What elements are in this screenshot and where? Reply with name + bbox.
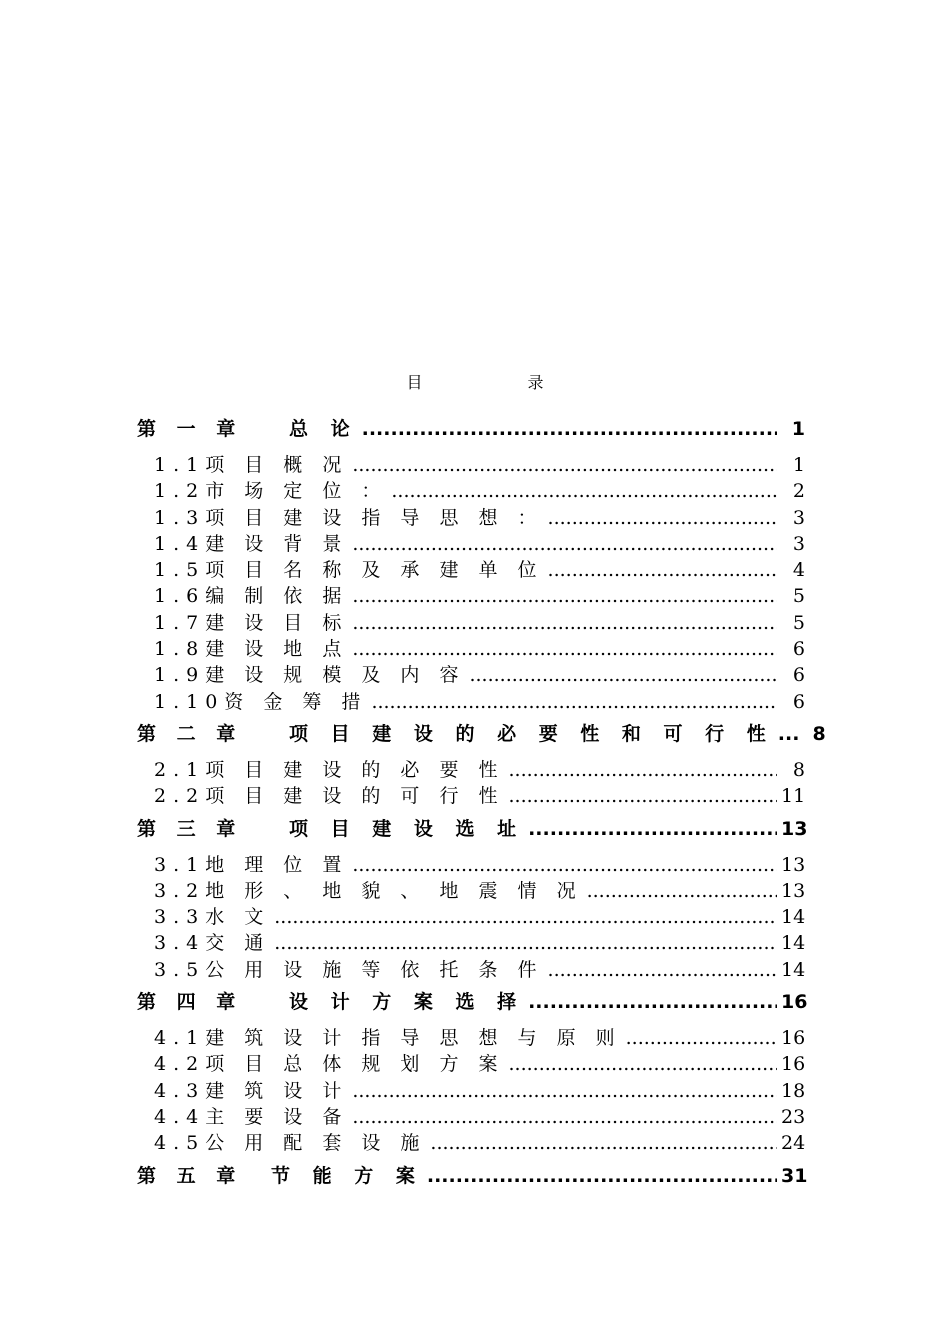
- page-number: 1: [791, 418, 805, 440]
- dot-leader: [352, 1106, 777, 1128]
- dot-leader: [352, 533, 777, 555]
- section-title: 4.3建 筑 设 计: [154, 1079, 349, 1102]
- page-number: 4: [792, 559, 805, 582]
- dot-leader: [352, 1080, 777, 1102]
- page-number: 1: [792, 454, 805, 476]
- toc-section-3-5[interactable]: [137, 955, 805, 981]
- toc-section-4-1[interactable]: [137, 1023, 805, 1049]
- page-number: 16: [781, 1027, 806, 1050]
- page-number: 23: [781, 1105, 806, 1128]
- section-title: 1.3项 目 建 设 指 导 思 想 ：: [154, 506, 544, 529]
- page-number: 8: [792, 758, 805, 781]
- toc-section-3-1[interactable]: [137, 850, 805, 876]
- section-title: 4.5公 用 配 套 设 施: [154, 1132, 427, 1155]
- dot-leader: [362, 418, 777, 440]
- table-of-contents: [137, 408, 826, 1197]
- page-number: 16: [781, 1053, 806, 1076]
- toc-section-1-9[interactable]: [137, 660, 805, 686]
- section-title: 2.1项 目 建 设 的 必 要 性: [154, 758, 505, 781]
- toc-section-1-2[interactable]: [137, 476, 805, 502]
- chapter-label: 第 一 章: [137, 418, 243, 440]
- section-title: 1.9建 设 规 模 及 内 容: [154, 664, 466, 687]
- page-number: 3: [792, 532, 805, 555]
- section-title: 3.5公 用 设 施 等 依 托 条 件: [154, 958, 544, 981]
- toc-section-4-5[interactable]: [137, 1128, 805, 1154]
- page-number: 13: [781, 817, 808, 840]
- dot-leader: [528, 818, 777, 840]
- dot-leader: [509, 1053, 778, 1075]
- toc-section-4-2[interactable]: [137, 1049, 805, 1075]
- toc-section-1-5[interactable]: [137, 555, 805, 581]
- section-title: 1.2市 场 定 位 ：: [154, 480, 388, 503]
- toc-section-1-7[interactable]: [137, 608, 805, 634]
- dot-leader: [509, 759, 778, 781]
- dot-leader: [371, 691, 777, 713]
- dot-leader: [548, 559, 777, 581]
- section-title: 1.6编 制 依 据: [154, 585, 349, 608]
- chapter-label: 第 二 章: [137, 722, 243, 745]
- page-number: 8: [812, 722, 826, 745]
- dot-leader: [352, 585, 777, 607]
- page-number: 5: [792, 611, 805, 634]
- page-number: 6: [792, 638, 805, 661]
- dot-leader: [430, 1132, 777, 1154]
- section-title: 1.8建 设 地 点: [154, 638, 349, 661]
- page-number: 24: [781, 1132, 806, 1155]
- toc-section-1-10[interactable]: [137, 687, 805, 713]
- chapter-label: 第 四 章: [137, 991, 243, 1014]
- dot-leader: [548, 507, 777, 529]
- dot-leader: [352, 854, 777, 876]
- toc-section-1-6[interactable]: [137, 581, 805, 607]
- toc-chapter-5[interactable]: [137, 1161, 808, 1187]
- chapter-title: 总 论: [289, 418, 358, 440]
- toc-chapter-4[interactable]: [137, 987, 808, 1014]
- toc-title: 目 录: [406, 373, 594, 392]
- section-title: 1.1项 目 概 况: [154, 454, 349, 476]
- section-title: 1.10资 金 筹 措: [154, 690, 368, 713]
- dot-leader: [548, 959, 777, 981]
- section-title: 1.5项 目 名 称 及 承 建 单 位: [154, 559, 544, 582]
- toc-section-3-4[interactable]: [137, 928, 805, 954]
- page-number: 3: [792, 506, 805, 529]
- page-number: 31: [781, 1164, 808, 1187]
- dot-leader: [352, 638, 777, 660]
- page-number: 14: [781, 958, 806, 981]
- dot-leader: [469, 664, 777, 686]
- chapter-title: 项 目 建 设 的 必 要 性 和 可 行 性: [289, 722, 774, 745]
- toc-chapter-2[interactable]: [137, 719, 826, 745]
- section-title: 4.4主 要 设 备: [154, 1105, 349, 1128]
- dot-leader: [274, 932, 777, 954]
- toc-section-4-4[interactable]: [137, 1102, 805, 1128]
- section-title: 3.1地 理 位 置: [154, 853, 349, 876]
- toc-section-1-3[interactable]: [137, 503, 805, 529]
- dot-leader: [427, 1165, 777, 1187]
- page-number: 5: [792, 585, 805, 608]
- page-number: 6: [792, 664, 805, 687]
- toc-chapter-1[interactable]: [137, 414, 805, 440]
- toc-section-3-3[interactable]: [137, 902, 805, 928]
- dot-leader: [352, 454, 777, 476]
- chapter-label: 第 五 章: [137, 1164, 243, 1187]
- section-title: 4.1建 筑 设 计 指 导 思 想 与 原 则: [154, 1027, 622, 1050]
- page-number: 6: [792, 690, 805, 713]
- toc-section-2-2[interactable]: [137, 781, 805, 807]
- page-number: 18: [781, 1079, 806, 1102]
- page-number: 13: [781, 853, 806, 876]
- dot-leader: [778, 723, 798, 745]
- toc-section-3-2[interactable]: [137, 876, 805, 902]
- chapter-title: 节 能 方 案: [271, 1164, 423, 1187]
- toc-section-2-1[interactable]: [137, 755, 805, 781]
- page-number: 11: [781, 785, 806, 808]
- chapter-title: 设 计 方 案 选 择: [289, 991, 525, 1014]
- page-number: 2: [792, 480, 805, 503]
- dot-leader: [509, 785, 778, 807]
- dot-leader: [391, 480, 777, 502]
- section-title: 3.3水 文: [154, 906, 271, 929]
- toc-section-4-3[interactable]: [137, 1076, 805, 1102]
- dot-leader: [626, 1027, 777, 1049]
- section-title: 3.2地 形 、 地 貌 、 地 震 情 况: [154, 879, 583, 902]
- toc-section-1-1[interactable]: [137, 450, 805, 476]
- section-title: 1.7建 设 目 标: [154, 611, 349, 634]
- toc-section-1-8[interactable]: [137, 634, 805, 660]
- page-number: 14: [781, 906, 806, 929]
- page-number: 13: [781, 879, 806, 902]
- dot-leader: [274, 906, 777, 928]
- dot-leader: [352, 612, 777, 634]
- dot-leader: [528, 991, 777, 1013]
- page-number: 16: [781, 991, 808, 1014]
- toc-chapter-3[interactable]: [137, 814, 808, 840]
- toc-section-1-4[interactable]: [137, 529, 805, 555]
- chapter-label: 第 三 章: [137, 817, 243, 840]
- dot-leader: [587, 880, 777, 902]
- section-title: 3.4交 通: [154, 932, 271, 955]
- page-number: 14: [781, 932, 806, 955]
- section-title: 2.2项 目 建 设 的 可 行 性: [154, 785, 505, 808]
- section-title: 4.2项 目 总 体 规 划 方 案: [154, 1053, 505, 1076]
- chapter-title: 项 目 建 设 选 址: [289, 817, 525, 840]
- section-title: 1.4建 设 背 景: [154, 532, 349, 555]
